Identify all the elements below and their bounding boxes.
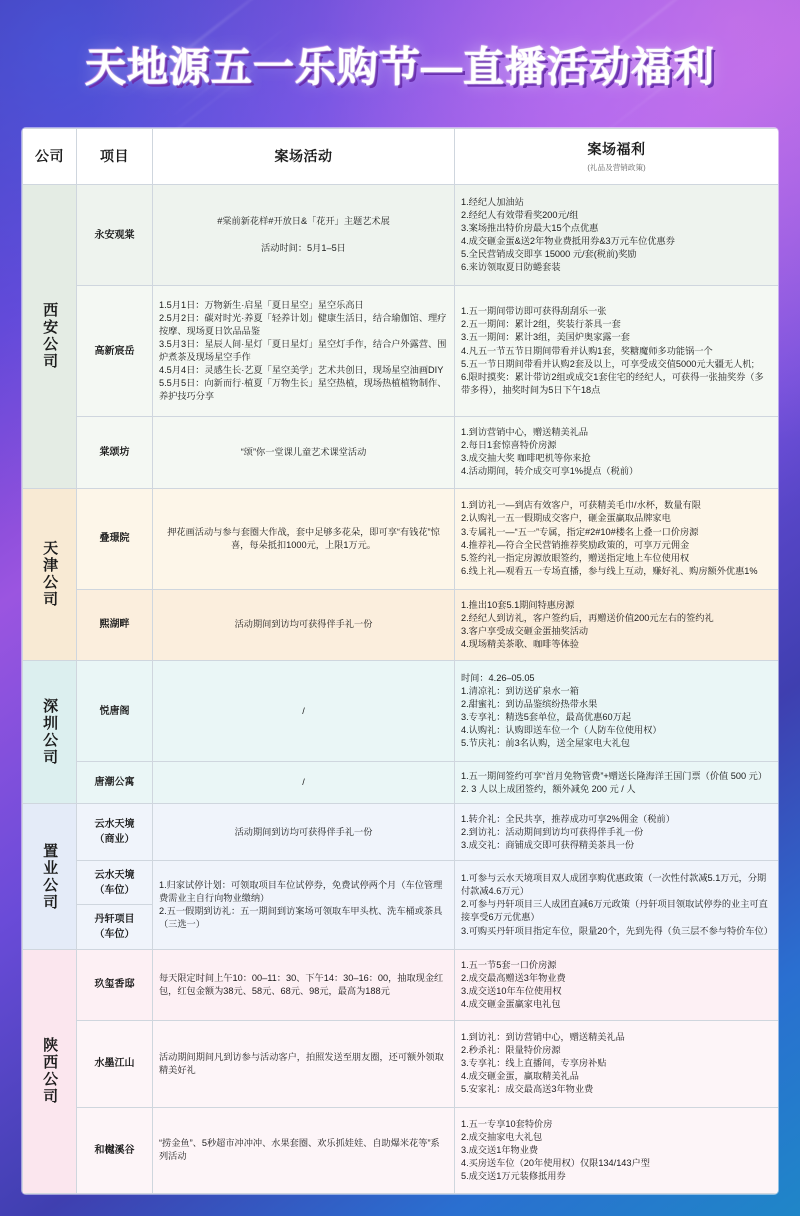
table-row xyxy=(23,949,779,1021)
benefit-line: 2.认购礼一五一假期成交客户，砸金蛋赢取品牌家电 xyxy=(461,513,671,524)
benefit-line: 2.甜蜜礼：到访品鉴缤纷热带水果 xyxy=(461,699,598,710)
activity-line: 1.归家试停计划：可领取项目车位试停券，免费试停两个月（车位管理费需业主自行向物业缴纳） xyxy=(159,879,443,903)
page-title: 天地源五一乐购节—直播活动福利 xyxy=(85,44,715,90)
activity-line: 4.5月4日：灵感生长·艺夏「星空美学」艺术共创日，现场星空油画DIY xyxy=(159,365,444,376)
benefit-line: 3.客户享受成交砸金蛋抽奖活动 xyxy=(461,625,589,636)
activity-line: “捞金鱼”、5秒超市冲冲冲、水果套圈、欢乐抓娃娃、自助爆米花等”系列活动 xyxy=(159,1138,440,1162)
benefit-line: 2.成交抽家电大礼包 xyxy=(461,1131,543,1142)
benefit-line: 5.签约礼一指定房源放眼签约，赠送指定地上车位使用权 xyxy=(461,552,690,563)
activity-line: 押花画活动与参与套圈大作战，套中足够多花朵，即可享“有钱花”惊喜，每朵抵扣1000元，上限1万元。 xyxy=(167,526,440,550)
activity-line: 2.5月2日：碳对时光·养夏「轻养计划」健康生活日，结合瑜伽馆、理疗按摩、现场夏日饮品品鉴 xyxy=(159,312,447,336)
table-header-row xyxy=(23,129,779,185)
benefit-line: 3.成交礼：商铺成交即可获得精美茶具一份 xyxy=(461,839,635,850)
benefit-line: 3.成交抽大奖 咖啡吧机等你来抢 xyxy=(461,453,591,464)
table-row xyxy=(23,762,779,804)
benefit-line: 6.来访领取夏日防蜷套装 xyxy=(461,262,561,273)
benefit-line: 4.现场精美茶歌、咖啡等体验 xyxy=(461,639,579,650)
table-row xyxy=(23,861,779,905)
header-benefit-sublabel: (礼品及营销政策) xyxy=(587,162,646,172)
benefit-line: 4.成交砸金蛋，赢取精美礼品 xyxy=(461,1071,579,1082)
activity-line: 活动期间到访均可获得伴手礼一份 xyxy=(234,826,373,837)
table-row xyxy=(23,416,779,488)
project-name-cell: 和樾溪谷 xyxy=(77,1107,153,1193)
project-name-cell: 云水天境 （商业） xyxy=(77,804,153,861)
header-company: 公司 xyxy=(23,129,77,185)
activity-line: “颂”你一堂课儿童艺术课堂活动 xyxy=(240,446,367,457)
benefit-line: 3.五一期间：累计3组，美国炉奥家露一套 xyxy=(461,332,630,343)
activity-cell xyxy=(153,1107,455,1193)
activity-cell xyxy=(153,416,455,488)
benefit-line: 2. 3 人以上成团签约，额外减免 200 元 / 人 xyxy=(461,783,636,794)
activity-line: 1.5月1日：万物新生·启星「夏日星空」星空乐高日 xyxy=(159,299,364,310)
benefit-line: 2.五一期间：累计2组，奖装行茶具一套 xyxy=(461,319,621,330)
project-name-cell: 丹轩项目 （车位） xyxy=(77,905,153,949)
activity-cell xyxy=(153,949,455,1021)
benefit-line: 2.成交最高赠送3年物业费 xyxy=(461,972,566,983)
activity-line: / xyxy=(302,777,305,788)
activity-line xyxy=(159,229,448,242)
activity-line: 每天限定时间上午10：00–11：30、下午14：30–16：00，抽取现金红包，红包金额为38元、58元、68元、98元，最高为188元 xyxy=(159,972,444,996)
activity-line: 2.五一假期到访礼：五一期间到访案场可领取车甲头枕、洗车桶或茶具（三选一） xyxy=(159,905,443,929)
benefit-line: 时间：4.26–05.05 xyxy=(461,673,535,684)
benefit-cell xyxy=(455,1021,779,1107)
benefit-cell xyxy=(455,762,779,804)
activity-line: #棠前新花样#开放日&「花开」主题艺术展 xyxy=(217,216,390,227)
company-name-cell: 陕西公司 xyxy=(23,949,77,1193)
activity-cell xyxy=(153,286,455,417)
benefit-line: 2.经纪人有效带看奖200元/组 xyxy=(461,209,579,220)
table-row xyxy=(23,185,779,286)
project-name-cell: 玖玺香邸 xyxy=(77,949,153,1021)
benefit-line: 4.认购礼：认购即送车位一个（人防车位使用权） xyxy=(461,725,662,736)
benefit-line: 1.推出10套5.1期间特惠房源 xyxy=(461,599,575,610)
activity-cell xyxy=(153,185,455,286)
benefit-cell xyxy=(455,185,779,286)
table-row xyxy=(23,661,779,762)
activity-line: 活动期间到访均可获得伴手礼一份 xyxy=(234,619,373,630)
company-name-cell: 深圳公司 xyxy=(23,661,77,804)
benefit-line: 1.五一专享10套特价房 xyxy=(461,1118,553,1129)
benefit-line: 1.可参与云水天境项目双人成团享购优惠政策（一次性付款减5.1万元，分期付款减4.6万元） xyxy=(461,873,767,897)
company-name-cell: 置业公司 xyxy=(23,804,77,949)
activity-line: 5.5月5日：向新而行·植夏「万物生长」星空热植，现场热植植物制作、养护技巧分享 xyxy=(159,378,447,402)
benefit-line: 3.可购买丹轩项目指定车位，限量20个，先到先得（负三层不参与特价车位） xyxy=(461,925,773,936)
benefit-line: 5.五一节日期间带看并认购2套及以上，可享受成交值5000元大疆无人机; xyxy=(461,358,755,369)
activity-cell xyxy=(153,804,455,861)
benefit-cell xyxy=(455,286,779,417)
activity-line: / xyxy=(302,705,305,716)
table-row xyxy=(23,488,779,589)
benefit-line: 4.成交砸金蛋赢家电礼包 xyxy=(461,998,561,1009)
benefit-line: 6.限时摸奖：累计带访2组或成交1套住宅的经纪人，可获得一张抽奖券（多带多得），抽奖时间为5日下午18点 xyxy=(461,371,764,395)
header-benefit xyxy=(455,129,779,185)
activity-cell xyxy=(153,762,455,804)
benefit-line: 1.五一期间签约可享“首月免物管费”+赠送长隆海洋王国门票（价值 500 元） xyxy=(461,770,768,781)
benefit-cell xyxy=(455,589,779,661)
activity-line: 活动时间：5月1–5日 xyxy=(261,242,346,253)
benefit-line: 5.节庆礼：前3名认购，送全屋家电大礼包 xyxy=(461,738,630,749)
benefit-line: 3.专享礼：精选5套单位，最高优惠60万起 xyxy=(461,712,631,723)
table-body xyxy=(23,185,779,1194)
activity-cell xyxy=(153,861,455,949)
table-row xyxy=(23,589,779,661)
benefit-cell xyxy=(455,949,779,1021)
activity-cell xyxy=(153,488,455,589)
benefit-line: 2.每日1套惊喜特价房源 xyxy=(461,440,557,451)
benefit-line: 3.成交送10年车位使用权 xyxy=(461,985,562,996)
benefit-line: 6.线上礼—观看五一专场直播，参与线上互动，赚好礼、购房额外优惠1% xyxy=(461,565,758,576)
benefit-line: 2.可参与丹轩项目三人成团直减6万元政策（丹轩项目领取试停券的业主可直接享受6万元优惠） xyxy=(461,899,768,923)
benefit-line: 1.五一节5套一口价房源 xyxy=(461,959,557,970)
activity-cell xyxy=(153,1021,455,1107)
benefits-table xyxy=(22,128,778,1194)
benefit-line: 2.秒杀礼：限量特价房源 xyxy=(461,1045,561,1056)
benefit-line: 1.到访礼一—到店有效客户，可获精美毛巾/水杯，数量有限 xyxy=(461,500,701,511)
benefit-line: 5.成交送1万元装修抵用券 xyxy=(461,1170,566,1181)
benefit-line: 1.经纪人加油站 xyxy=(461,196,524,207)
benefit-line: 3.专属礼一—“五一”专属，指定#2#10#楼名上叠一口价房源 xyxy=(461,526,699,537)
benefit-line: 1.转介礼：全民共享，推荐成功可享2%佣金（税前） xyxy=(461,813,675,824)
benefit-line: 1.清凉礼：到访送矿泉水一箱 xyxy=(461,686,579,697)
table-row xyxy=(23,804,779,861)
benefit-line: 2.到访礼：活动期间到访均可获得伴手礼一份 xyxy=(461,826,644,837)
header-project: 项目 xyxy=(77,129,153,185)
benefit-line: 4.买房送车位（20年使用权）仅限134/143户型 xyxy=(461,1157,650,1168)
benefit-line: 5.全民营销成交即享 15000 元/套(税前)奖励 xyxy=(461,249,637,260)
benefit-line: 4.推荐礼—符合全民营销推荐奖励政策的，可享万元佣金 xyxy=(461,539,690,550)
benefit-cell xyxy=(455,661,779,762)
activity-cell xyxy=(153,661,455,762)
activity-line: 3.5月3日：星辰人间·星灯「夏日星灯」星空灯手作，结合户外露营、围炉煮茶及现场星空手作 xyxy=(159,338,447,363)
project-name-cell: 永安观棠 xyxy=(77,185,153,286)
benefit-line: 3.案场推出特价房最大15个点优惠 xyxy=(461,223,599,234)
benefit-line: 2.经纪人到访礼，客户签约后，再赠送价值200元左右的签约礼 xyxy=(461,612,714,623)
benefit-line: 4.凡五一节五节日期间带看并认购1套，奖糖魔师多功能锅一个 xyxy=(461,345,713,356)
project-name-cell: 棠颂坊 xyxy=(77,416,153,488)
table-row xyxy=(23,1107,779,1193)
benefit-line: 5.安家礼：成交最高送3年物业费 xyxy=(461,1084,594,1095)
benefit-line: 1.五一期间带访即可获得刮刮乐一张 xyxy=(461,306,607,317)
header-benefit-label: 案场福利 xyxy=(587,140,646,157)
benefit-line: 4.活动期间，转介成交可享1%提点（税前） xyxy=(461,466,639,477)
project-name-cell: 唐潮公寓 xyxy=(77,762,153,804)
company-name-cell: 天津公司 xyxy=(23,488,77,661)
benefit-cell xyxy=(455,861,779,949)
project-name-cell: 熙湖畔 xyxy=(77,589,153,661)
project-name-cell: 叠璟院 xyxy=(77,488,153,589)
benefit-line: 1.到访礼：到访营销中心，赠送精美礼品 xyxy=(461,1032,625,1043)
benefit-cell xyxy=(455,488,779,589)
benefit-line: 4.成交砸金蛋&送2年物业费抵用券&3万元车位优惠券 xyxy=(461,236,675,247)
project-name-cell: 水墨江山 xyxy=(77,1021,153,1107)
table-row xyxy=(23,286,779,417)
poster-title-wrap xyxy=(0,34,800,93)
project-name-cell: 云水天境 （车位） xyxy=(77,861,153,905)
benefit-line: 3.专享礼：线上直播间，专享房补贴 xyxy=(461,1058,607,1069)
activity-line: 活动期间期间凡到访参与活动客户，拍照发送至朋友圈，还可额外领取精美好礼 xyxy=(159,1051,444,1075)
activity-cell xyxy=(153,589,455,661)
benefit-cell xyxy=(455,1107,779,1193)
benefit-cell xyxy=(455,416,779,488)
benefit-line: 1.到访营销中心，赠送精美礼品 xyxy=(461,427,589,438)
header-activity: 案场活动 xyxy=(153,129,455,185)
table-row xyxy=(23,1021,779,1107)
project-name-cell: 高新宸岳 xyxy=(77,286,153,417)
project-name-cell: 悦唐阁 xyxy=(77,661,153,762)
benefit-cell xyxy=(455,804,779,861)
benefits-table-panel xyxy=(22,128,778,1194)
benefit-line: 3.成交送1年物业费 xyxy=(461,1144,539,1155)
company-name-cell: 西安公司 xyxy=(23,185,77,489)
